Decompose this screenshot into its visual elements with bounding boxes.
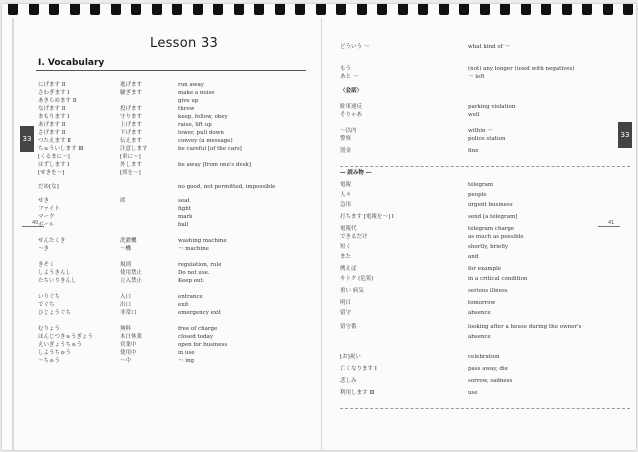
binding-ring: [316, 4, 326, 15]
vocab-meaning: raise, lift up: [178, 122, 212, 128]
vocab-reading: [くるまに〜]: [38, 154, 70, 160]
vocab-reading: だめ[な]: [38, 184, 59, 190]
vocab-reading: 〜き: [38, 246, 50, 252]
vocab-kanji: 〜中: [120, 358, 132, 364]
vocab-kanji: 外します: [120, 162, 143, 168]
vocab-meaning: closed today: [178, 334, 213, 340]
vocab-reading: [せきを〜]: [38, 170, 65, 176]
section-title: I. Vocabulary: [38, 58, 105, 68]
vocab-word: 悲しみ: [340, 378, 357, 384]
page-number-rule-right: [598, 226, 620, 227]
vocab-kanji: 注意します: [120, 146, 148, 152]
vocab-word: 短く: [340, 244, 352, 250]
binding-ring: [562, 4, 572, 15]
vocab-meaning: (not) any longer (used with negatives): [468, 66, 575, 72]
vocab-reading: しようちゅう: [38, 350, 72, 356]
vocab-meaning: ball: [178, 222, 189, 228]
vocab-meaning: lower, pull down: [178, 130, 224, 136]
vocab-word: できるだけ: [340, 234, 368, 240]
binding-ring: [295, 4, 305, 15]
vocab-reading: さわぎます Ⅰ: [38, 90, 70, 96]
binding-ring: [603, 4, 613, 15]
binding-ring: [111, 4, 121, 15]
binding-ring: [131, 4, 141, 15]
vocab-word: 急用: [340, 202, 352, 208]
vocab-meaning: sorrow, sadness: [468, 378, 513, 384]
vocab-kanji: 営業中: [120, 342, 137, 348]
page-gutter: [321, 18, 322, 450]
vocab-reading: ちゅういします Ⅲ: [38, 146, 84, 152]
vocab-word: どういう 〜: [340, 44, 370, 50]
vocab-meaning: run away: [178, 82, 204, 88]
vocab-meaning: be away [from one's desk]: [178, 162, 251, 168]
binding-ring: [275, 4, 285, 15]
vocab-kanji: 席: [120, 198, 126, 204]
vocab-kanji: 非常口: [120, 310, 137, 316]
vocab-word: 亡くなります Ⅰ: [340, 366, 377, 372]
vocab-meaning: make a noise: [178, 90, 215, 96]
vocab-meaning: in use: [178, 350, 195, 356]
vocab-word: 例えば: [340, 266, 357, 272]
vocab-meaning: what kind of 〜: [468, 44, 510, 50]
vocab-kanji: 使用中: [120, 350, 137, 356]
vocab-reading: いりぐち: [38, 294, 61, 300]
binding-ring: [398, 4, 408, 15]
binding-ring: [623, 4, 633, 15]
binding-ring: [254, 4, 264, 15]
vocab-meaning: Keep out.: [178, 278, 205, 284]
vocab-reading: むりょう: [38, 326, 61, 332]
vocab-meaning: people: [468, 192, 487, 198]
vocab-word: 明日: [340, 300, 352, 306]
binding-ring: [459, 4, 469, 15]
vocab-kanji: 出口: [120, 302, 132, 308]
vocab-word: 重い 病気: [340, 288, 364, 294]
binding-ring: [234, 4, 244, 15]
vocab-meaning: looking after a house during the owner's: [468, 324, 582, 330]
vocab-meaning: free of charge: [178, 326, 218, 332]
vocab-reading: ほんじつきゅうぎょう: [38, 334, 94, 340]
vocab-meaning: parking violation: [468, 104, 516, 110]
vocab-reading: なげます Ⅱ: [38, 106, 66, 112]
vocab-meaning: 〜 left: [468, 74, 485, 80]
vocab-meaning: entrance: [178, 294, 203, 300]
vocab-meaning: police station: [468, 136, 506, 142]
vocab-reading: せき: [38, 198, 50, 204]
vocab-meaning: absence: [468, 334, 491, 340]
binding-ring: [193, 4, 203, 15]
vocab-word: 〜以内: [340, 128, 357, 134]
vocab-kanji: 使用禁止: [120, 270, 143, 276]
binding-ring: [90, 4, 100, 15]
vocab-meaning: open for business: [178, 342, 228, 348]
vocab-word: キトク (危篤): [340, 276, 374, 282]
vocab-meaning: serious illness: [468, 288, 508, 294]
vocab-word: もう: [340, 66, 352, 72]
binding-ring: [500, 4, 510, 15]
vocab-reading: きそく: [38, 262, 55, 268]
reading-header: ― 読み物 ―: [340, 170, 372, 176]
vocab-reading: えいぎょうちゅう: [38, 342, 83, 348]
chapter-tab-left: 33: [20, 126, 34, 152]
vocab-meaning: send [a telegram]: [468, 214, 518, 220]
vocab-word: 駐車違反: [340, 104, 363, 110]
vocab-reading: つたえます Ⅱ: [38, 138, 71, 144]
vocab-reading: 〜ちゅう: [38, 358, 61, 364]
vocab-word: 打ちます [電報を〜] Ⅰ: [340, 214, 394, 220]
vocab-kanji: 立入禁止: [120, 278, 143, 284]
binding-ring: [377, 4, 387, 15]
spiral-binding: [2, 4, 636, 18]
vocab-kanji: 伝えます: [120, 138, 143, 144]
binding-ring: [49, 4, 59, 15]
vocab-meaning: in a critical condition: [468, 276, 528, 282]
binding-ring: [582, 4, 592, 15]
conversation-header: 〈会話〉: [340, 88, 363, 94]
vocab-word: あと 〜: [340, 74, 359, 80]
vocab-kanji: 本日休業: [120, 334, 143, 340]
vocab-kanji: 上げます: [120, 122, 143, 128]
vocab-meaning: 〜 machine: [178, 246, 209, 252]
vocab-meaning: well: [468, 112, 480, 118]
vocab-reading: あきらめます Ⅱ: [38, 98, 77, 104]
binding-ring: [8, 4, 18, 15]
vocab-meaning: convey (a message): [178, 138, 233, 144]
page-number-right: 41: [608, 220, 615, 226]
vocab-meaning: no good, not permitted, impossible: [178, 184, 276, 190]
vocab-kanji: 規則: [120, 262, 132, 268]
vocab-meaning: throw: [178, 106, 195, 112]
vocab-kanji: 入口: [120, 294, 132, 300]
binding-ring: [418, 4, 428, 15]
vocab-meaning: and: [468, 254, 479, 260]
vocab-meaning: Do not use.: [178, 270, 210, 276]
binding-ring: [480, 4, 490, 15]
vocab-word: 警察: [340, 136, 352, 142]
vocab-meaning: shortly, briefly: [468, 244, 509, 250]
reading-divider: [340, 166, 630, 167]
bottom-divider: [340, 408, 630, 409]
vocab-meaning: keep, follow, obey: [178, 114, 228, 120]
vocab-meaning: be careful [of the cars]: [178, 146, 242, 152]
vocab-reading: しようきんし: [38, 270, 72, 276]
binding-ring: [70, 4, 80, 15]
vocab-reading: ひじょうぐち: [38, 310, 72, 316]
vocab-reading: ボール: [38, 222, 55, 228]
binding-ring: [29, 4, 39, 15]
vocab-word: 留守番: [340, 324, 357, 330]
vocab-word: 人々: [340, 192, 352, 198]
vocab-meaning: urgent business: [468, 202, 513, 208]
vocab-meaning: exit: [178, 302, 189, 308]
vocab-reading: たちいりきんし: [38, 278, 77, 284]
vocab-reading: はずします Ⅰ: [38, 162, 70, 168]
vocab-reading: ファイト: [38, 206, 60, 212]
vocab-meaning: use: [468, 390, 478, 396]
binding-ring: [357, 4, 367, 15]
binding-ring: [521, 4, 531, 15]
vocab-kanji: [車に〜]: [120, 154, 141, 160]
section-underline: [36, 70, 306, 71]
binding-ring: [439, 4, 449, 15]
vocab-reading: でぐち: [38, 302, 55, 308]
vocab-word: [お]祝い: [340, 354, 361, 360]
vocab-reading: にげます Ⅱ: [38, 82, 66, 88]
lesson-title: Lesson 33: [150, 36, 219, 51]
vocab-meaning: regulation, rule: [178, 262, 222, 268]
vocab-meaning: mark: [178, 214, 193, 220]
vocab-kanji: 逃げます: [120, 82, 143, 88]
binding-ring: [213, 4, 223, 15]
page-edge: [12, 18, 14, 450]
vocab-meaning: as much as possible: [468, 234, 524, 240]
vocab-meaning: seat: [178, 198, 190, 204]
vocab-meaning: telegram: [468, 182, 494, 188]
chapter-tab-right: 33: [618, 122, 632, 148]
vocab-meaning: within 〜: [468, 128, 493, 134]
binding-ring: [172, 4, 182, 15]
vocab-reading: あげます Ⅱ: [38, 122, 66, 128]
vocab-kanji: 下げます: [120, 130, 143, 136]
vocab-kanji: 騒ぎます: [120, 90, 143, 96]
vocab-meaning: celebration: [468, 354, 500, 360]
vocab-kanji: 洗濯機: [120, 238, 137, 244]
vocab-meaning: for example: [468, 266, 502, 272]
vocab-meaning: telegram charge: [468, 226, 515, 232]
vocab-word: 利用します Ⅲ: [340, 390, 375, 396]
vocab-word: 電報代: [340, 226, 357, 232]
vocab-meaning: fight: [178, 206, 191, 212]
vocab-meaning: emergency exit: [178, 310, 221, 316]
vocab-reading: マーク: [38, 214, 55, 220]
vocab-meaning: pass away, die: [468, 366, 508, 372]
vocab-word: そりゃあ: [340, 112, 363, 118]
binding-ring: [336, 4, 346, 15]
vocab-kanji: [席を〜]: [120, 170, 141, 176]
textbook-page: [2, 4, 636, 450]
vocab-word: 電報: [340, 182, 352, 188]
vocab-word: 留守: [340, 310, 352, 316]
page-number-left: 40: [32, 220, 39, 226]
vocab-meaning: absence: [468, 310, 491, 316]
vocab-kanji: 守ります: [120, 114, 143, 120]
vocab-meaning: tomorrow: [468, 300, 496, 306]
vocab-meaning: give up: [178, 98, 199, 104]
vocab-word: また: [340, 254, 352, 260]
vocab-reading: さげます Ⅱ: [38, 130, 66, 136]
vocab-kanji: 無料: [120, 326, 132, 332]
vocab-reading: せんたくき: [38, 238, 66, 244]
vocab-kanji: 〜機: [120, 246, 132, 252]
binding-ring: [152, 4, 162, 15]
vocab-meaning: 〜 ing: [178, 358, 195, 364]
vocab-meaning: washing machine: [178, 238, 227, 244]
vocab-kanji: 投げます: [120, 106, 143, 112]
vocab-meaning: fine: [468, 148, 479, 154]
vocab-reading: まもります Ⅰ: [38, 114, 70, 120]
binding-ring: [541, 4, 551, 15]
vocab-word: 罰金: [340, 148, 352, 154]
